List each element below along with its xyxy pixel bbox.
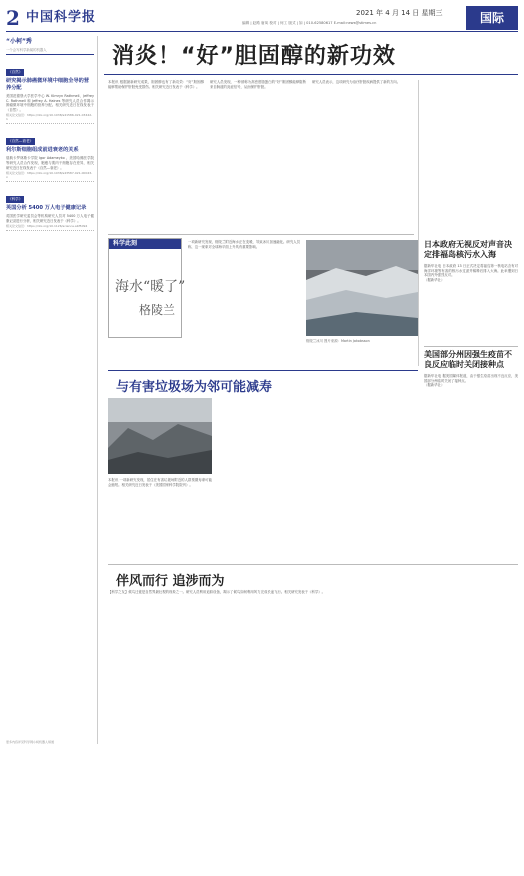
column-divider: [418, 80, 419, 366]
article-column: [108, 590, 518, 740]
column-title: 海水“暖了”: [115, 279, 186, 295]
masthead: [6, 6, 518, 32]
article-column: [108, 80, 204, 230]
list-item: [6, 127, 94, 182]
section-divider: [108, 370, 418, 371]
section-divider: [424, 346, 518, 347]
right-item-source: （据新华社）: [424, 383, 445, 388]
glacier-photo: [306, 240, 418, 336]
journal-tag: 《自然—衰老》: [8, 139, 34, 144]
article-paragraph: 本报讯 一项新研究发现，居住在有害垃圾场附近的人群预期寿命可能会缩短。相关研究近日发表于《美国国家科学院院刊》。: [108, 478, 212, 487]
photo-caption: 格陵兰冰川 图片来源：Martin Jakobsson: [306, 339, 370, 343]
editor-credits: 编辑 | 赵路 唐凤 校对 | 何工 版式 | 如 | 010-62580617 E-mail:news@stimes.cn: [242, 21, 377, 25]
item-source: 相关论文信息：https://doi.org/10.1038/s43587-021-00043-x: [6, 171, 94, 182]
item-source: 相关论文信息：https://doi.org/10.1038/s41586-021-03442-1: [6, 113, 94, 124]
list-item: [6, 185, 94, 231]
item-title: 利尔斯细胞组成前进衰老的关系: [6, 147, 79, 154]
footer-note: 更多内容详见科学网小柯机器人频道: [6, 740, 55, 744]
item-title: 研究揭示肺癌微环境中细胞全导的营养分配: [6, 78, 90, 91]
section-divider: [108, 234, 414, 235]
right-item-source: （据新华社）: [424, 277, 445, 282]
article-column: [210, 80, 306, 230]
article-paragraph: 研究人员表示，这项研究为治疗肝脏疾病提供了新的方向。: [312, 80, 401, 84]
column-header: “小柯”秀: [6, 38, 32, 45]
list-item: [6, 58, 94, 124]
right-item-title: 日本政府无视反对声音决定排福岛核污水入海: [424, 240, 512, 259]
glacier-image: [306, 240, 418, 336]
right-item-paragraph: 据新华社电 日本政府 13 日正式决定将福岛第一核电站含有对海洋环境等有害的核污水过滤并稀释后排入大海。此举遭到日本国内外强烈反对。: [424, 264, 518, 278]
item-body: 瑞典卡罗林斯卡学院 Igor Adameyko 、美国哈佛医学院等研究人员合作发现，胞瘦与肌肉干细胞存在差异，相关研究近日在线发表于《自然—衰老》。: [6, 156, 94, 170]
feature-column: [188, 240, 300, 364]
article-paragraph: 研究人员发现，一种被称为高密度脂蛋白的“好”胆固醇能够阻断来自肠道的炎症信号，从而保护肝脏。: [210, 80, 306, 89]
main-headline: 消炎！“好”胆固醇的新功效: [112, 44, 396, 69]
right-item-body: [424, 374, 518, 564]
article-column: [108, 478, 212, 560]
section-divider: [108, 564, 518, 565]
headline-rule: [104, 74, 518, 75]
feature-paragraph: 一项新研究发现，格陵兰附近海水正在变暖，导致冰川加速融化。研究人员称，这一现象对全球海平面上升具有重要影响。: [188, 240, 300, 249]
journal-tag: 《科学》: [8, 197, 23, 202]
right-item-title: 美国部分州因强生疫苗不良反应临时关闭接种点: [424, 350, 512, 369]
landfill-image: [108, 398, 212, 474]
item-body: 英国医学研究委员会等机构研究人员对 5400 万人电子健康记录进行分析，相关研究近日发表于《科学》。: [6, 214, 94, 223]
page-number: 2: [6, 6, 20, 30]
issue-date: 2021 年 4 月 14 日 星期三: [356, 9, 443, 17]
column-author: 格陵兰: [139, 303, 176, 317]
item-body: 美国范德堡大学医学中心 W. Kimryn Rathmell、Jeffrey C. Rathmell 和 Jeffrey A. Haines 等研究人员合作揭示肿瘤微环境中细胞的营养分配。相关研究近日在线发表于《自然》。: [6, 94, 94, 112]
item-source: 相关论文信息：https://doi.org/10.1126/science.abf5094: [6, 224, 94, 231]
right-item-paragraph: 据新华社电 据美国媒体报道，由于强生疫苗出现不良反应，美国部分州临时关闭了接种点。: [424, 374, 518, 383]
column-subheader: 一个会写科学新闻的机器人: [6, 47, 94, 55]
left-column: [6, 36, 98, 744]
right-item-body: [424, 264, 518, 340]
third-headline: 伴风而行 追涉而为: [116, 574, 225, 589]
journal-tag: 《自然》: [8, 70, 23, 74]
article-paragraph: 【科学之友】候鸟迁徙是自然界最壮观的现象之一。研究人员利用追踪设备，揭示了候鸟如何利用风力完成长途飞行。相关研究发表于《科学》。: [108, 590, 325, 594]
section-label: 国际: [466, 6, 518, 30]
article-column: [312, 80, 412, 230]
column-tag: 科学此刻: [109, 239, 181, 249]
second-headline: 与有害垃圾场为邻可能减寿: [116, 380, 273, 395]
item-title: 英国分析 5400 万人电子健康记录: [6, 205, 87, 212]
article-paragraph: 本报讯 根据最新研究成果，胆固醇也有了新功效：“好”胆固醇能够帮助保护肝脏免受损伤。相关研究近日发表于《科学》。: [108, 80, 204, 89]
logo: 中国科学报: [26, 10, 97, 25]
column-banner: [108, 238, 186, 338]
photo-caption: 图片来源：unsplash: [274, 864, 288, 876]
